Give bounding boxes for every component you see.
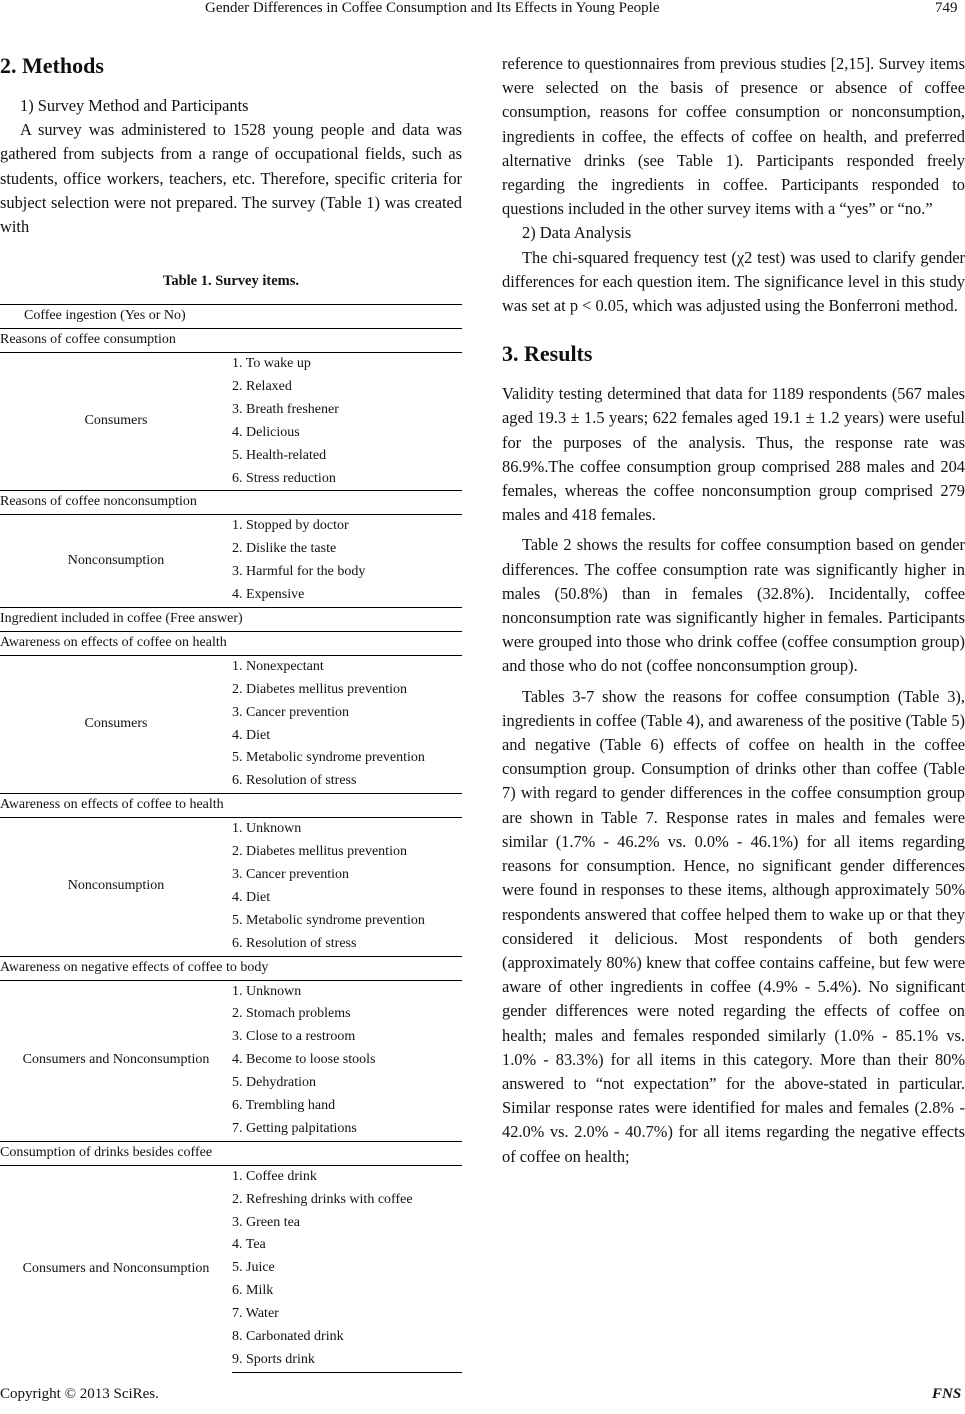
table-group-label: Consumers and Nonconsumption [0, 1165, 232, 1372]
results-paragraph-2: Table 2 shows the results for coffee consumption based on gender differences. The coffee consumption rate was significantly higher in males (50.8%) than in females (32.8%). Incidentally, coffee nonconsumption rate was significantly higher in females. Participants were grouped into those who drink coffee (coffee consumption group) and those who do not (coffee nonconsumption group). [502, 535, 965, 676]
table-item: 4. Delicious [232, 424, 300, 440]
table-item: 5. Metabolic syndrome prevention [232, 750, 425, 766]
survey-items-table [0, 304, 462, 1373]
table-item: 4. Become to loose stools [232, 1052, 376, 1068]
table-item: 4. Diet [232, 889, 271, 905]
table-section-header: Awareness on effects of coffee to health [0, 794, 462, 818]
table-row [0, 515, 462, 608]
table-item: 3. Harmful for the body [232, 564, 366, 580]
page-number: 749 [935, 0, 958, 16]
table-item: 5. Metabolic syndrome prevention [232, 912, 425, 928]
table-item: 1. Coffee drink [232, 1168, 317, 1184]
table-item-list [232, 1165, 462, 1372]
table-section-header-row [0, 631, 462, 655]
table-row [0, 353, 462, 491]
table-section-header-row [0, 794, 462, 818]
table-item: 2. Dislike the taste [232, 541, 337, 557]
table-row [0, 1165, 462, 1372]
table-row [0, 818, 462, 956]
table-group-label: Nonconsumption [0, 818, 232, 956]
table-item: 1. Unknown [232, 821, 302, 837]
results-heading: 3. Results [502, 341, 593, 367]
results-paragraph-3: Tables 3-7 show the reasons for coffee consumption (Table 3), ingredients in coffee (Table 4), and awareness of the positive (Table 5) and negative (Table 6) effects of coffee on health in the coffee consumption group. Consumption of drinks other than coffee (Table 7) with regard to gender differences in the coffee consumption group are shown in Table 7. Response rates in males and females were similar (1.7% - 46.2% vs. 0.0% - 46.1%) for all items regarding reasons for consumption. Hence, no significant gender differences were found in responses to these items, although approximately 50% respondents answered that coffee helped them to wake up or that they considered it delicious. Most respondents of both genders (approximately 80%) knew that coffee contains caffeine, but few were aware of other ingredients in coffee (4.9% - 5.4%). No significant gender differences were noted regarding the effects of coffee on health; males and females responded similarly (1.0% - 85.1% vs. 1.0% - 83.3%) for all items in this category. More than their 80% answered to “not expectation” for the above-stated in particular. Similar response rates were identified for males and females (2.8% - 42.0% vs. 2.0% - 40.7%) for all items regarding the negative effects of coffee on health; [502, 686, 965, 1166]
table-item-list [232, 353, 462, 491]
table-item: 1. To wake up [232, 356, 311, 372]
methods-subheading-2: 2) Data Analysis [522, 223, 632, 243]
table-row [0, 655, 462, 793]
table-section-header-row [0, 608, 462, 632]
table-item: 4. Expensive [232, 587, 305, 603]
table-section-header-row [0, 1141, 462, 1165]
table-section-header: Consumption of drinks besides coffee [0, 1141, 462, 1165]
table-item: 5. Juice [232, 1260, 275, 1276]
table-item: 1. Stopped by doctor [232, 518, 349, 534]
table-item: 2. Diabetes mellitus prevention [232, 844, 407, 860]
table-item: 5. Dehydration [232, 1075, 316, 1091]
table-cell: Coffee ingestion (Yes or No) [0, 305, 462, 329]
table-item: 3. Green tea [232, 1214, 301, 1230]
table1-caption: Table 1. Survey items. [162, 273, 299, 290]
table-item: 2. Stomach problems [232, 1006, 351, 1022]
table-row [0, 305, 462, 329]
running-title: Gender Differences in Coffee Consumption and Its Effects in Young People [205, 0, 660, 16]
table-item: 3. Breath freshener [232, 401, 339, 417]
table-row [0, 980, 462, 1141]
table-group-label: Consumers [0, 655, 232, 793]
journal-abbreviation: FNS [932, 1386, 962, 1402]
table-item: 3. Cancer prevention [232, 704, 350, 720]
table-item: 6. Trembling hand [232, 1098, 336, 1114]
right-column [502, 52, 965, 1169]
table-item: 1. Nonexpectant [232, 658, 324, 674]
table-item: 3. Close to a restroom [232, 1029, 356, 1045]
copyright-notice: Copyright © 2013 SciRes. [0, 1386, 159, 1402]
table-item-list [232, 980, 462, 1141]
table-section-header: Ingredient included in coffee (Free answer) [0, 608, 462, 632]
running-head [0, 0, 965, 22]
table-group-label: Nonconsumption [0, 515, 232, 608]
table-section-header: Awareness on effects of coffee on health [0, 631, 462, 655]
table-item: 7. Water [232, 1306, 279, 1322]
table-item: 2. Diabetes mellitus prevention [232, 681, 407, 697]
table-section-header-row [0, 329, 462, 353]
table-section-header: Awareness on negative effects of coffee to body [0, 956, 462, 980]
table-item: 9. Sports drink [232, 1352, 315, 1367]
table-section-header: Reasons of coffee consumption [0, 329, 462, 353]
table-item: 6. Stress reduction [232, 470, 336, 486]
table-item: 5. Health-related [232, 447, 327, 463]
table-section-header-row [0, 956, 462, 980]
table-section-header-row [0, 491, 462, 515]
table-item: 2. Relaxed [232, 378, 292, 394]
left-column [0, 52, 462, 1373]
methods-paragraph-1: A survey was administered to 1528 young people and data was gathered from subjects from a range of occupational fields, such as students, office workers, teachers, etc. Therefore, specific criteria for subject selection were not prepared. The survey (Table 1) was created with [0, 120, 462, 237]
table-item: 6. Resolution of stress [232, 773, 357, 789]
table-group-label: Consumers and Nonconsumption [0, 980, 232, 1141]
methods-paragraph-2: The chi-squared frequency test (χ2 test) was used to clarify gender differences for each question item. The significance level in this study was set at p < 0.05, which was adjusted using the Bonferroni method. [502, 247, 965, 316]
table-item-list [232, 818, 462, 956]
table-item: 1. Unknown [232, 983, 302, 999]
table-item: 7. Getting palpitations [232, 1120, 357, 1136]
table-item: 2. Refreshing drinks with coffee [232, 1191, 413, 1207]
methods-subheading-1: 1) Survey Method and Participants [20, 96, 249, 115]
table-item: 4. Tea [232, 1237, 266, 1253]
table-section-header: Reasons of coffee nonconsumption [0, 491, 462, 515]
table-item-list [232, 655, 462, 793]
table-group-label: Consumers [0, 353, 232, 491]
table-item: 4. Diet [232, 727, 271, 743]
methods-heading: 2. Methods [0, 53, 104, 78]
table-item: 3. Cancer prevention [232, 866, 350, 882]
results-paragraph-1: Validity testing determined that data for 1189 respondents (567 males aged 19.3 ± 1.5 years; 622 females aged 19.1 ± 1.2 years) were useful for the purposes of the analysis. Thus, the response rate was 86.9%.The coffee consumption group comprised 288 males and 204 females, whereas the coffee nonconsumption group comprised 279 males and 418 females. [502, 384, 965, 525]
table-item: 6. Resolution of stress [232, 935, 357, 951]
methods-paragraph-1-continued: reference to questionnaires from previous studies [2,15]. Survey items were selected on the basis of presence or absence of coffee consumption, reasons for coffee consumption or nonconsumption, ingredients in coffee, the effects of coffee on health, and preferred alternative drinks (see Table 1). Participants responded freely regarding the ingredients in coffee. Participants responded to questions included in the other survey items with a “yes” or “no.” [502, 54, 965, 219]
table-item: 8. Carbonated drink [232, 1329, 344, 1345]
table-item-list [232, 515, 462, 608]
table-item: 6. Milk [232, 1283, 274, 1299]
